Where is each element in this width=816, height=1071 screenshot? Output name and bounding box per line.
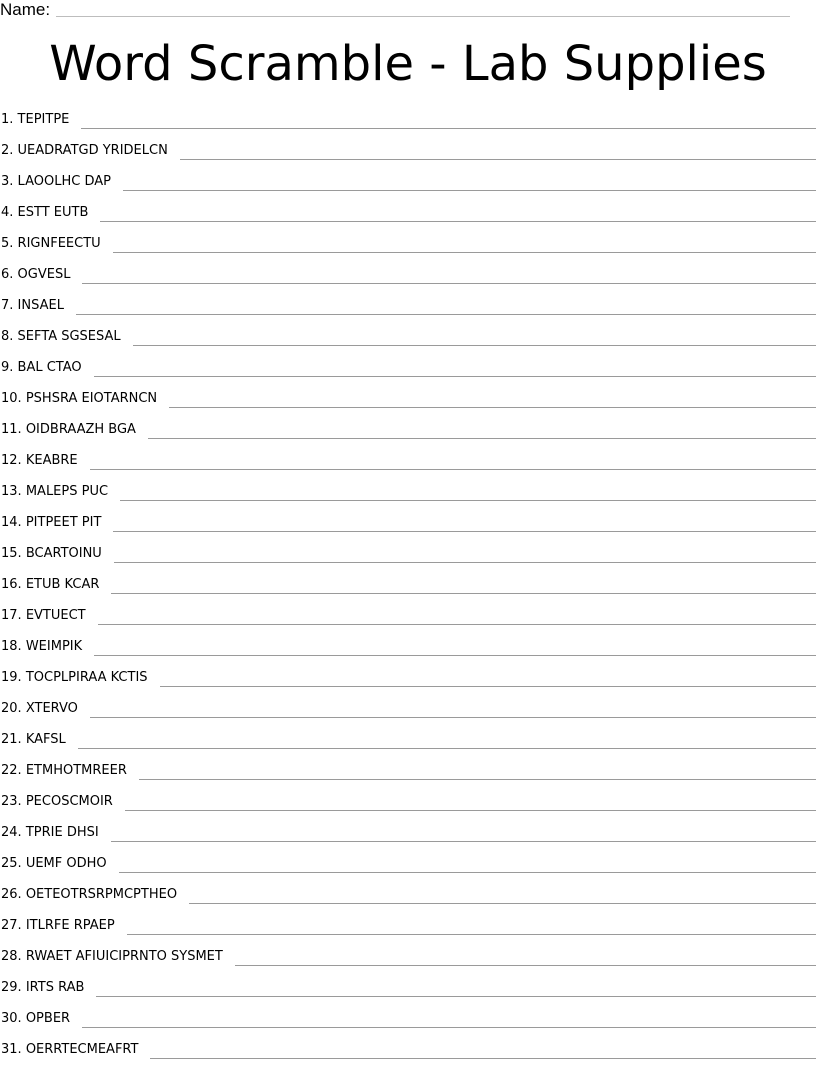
scramble-prompt (0, 265, 82, 285)
answer-line[interactable] (189, 903, 816, 904)
scramble-prompt (0, 792, 125, 812)
item-number: 9. (1, 360, 14, 375)
scramble-prompt (0, 606, 98, 626)
scrambled-word: SEFTA SGSESAL (17, 329, 121, 344)
scramble-row (0, 637, 816, 668)
scramble-prompt (0, 482, 120, 502)
item-number: 6. (1, 267, 14, 282)
scramble-prompt (0, 823, 111, 843)
answer-line[interactable] (160, 686, 816, 687)
answer-line[interactable] (76, 314, 816, 315)
scramble-row (0, 699, 816, 730)
scramble-prompt (0, 854, 119, 874)
scramble-row (0, 265, 816, 296)
item-number: 30. (1, 1011, 22, 1026)
item-number: 5. (1, 236, 14, 251)
answer-line[interactable] (114, 562, 816, 563)
answer-line[interactable] (133, 345, 816, 346)
item-number: 19. (1, 670, 22, 685)
scrambled-word: ESTT EUTB (17, 205, 89, 220)
scramble-prompt (0, 978, 96, 998)
scramble-prompt (0, 141, 180, 161)
scramble-row (0, 606, 816, 637)
scrambled-word: BAL CTAO (17, 360, 82, 375)
scrambled-word: PECOSCMOIR (25, 794, 113, 809)
answer-line[interactable] (113, 252, 816, 253)
scrambled-word: TPRIE DHSI (25, 825, 99, 840)
scramble-row (0, 172, 816, 203)
scrambled-word: TOCPLPIRAA KCTIS (25, 670, 148, 685)
scramble-row (0, 730, 816, 761)
scrambled-word: RWAET AFIUICIPRNTO SYSMET (25, 949, 223, 964)
scramble-prompt (0, 513, 113, 533)
item-number: 10. (1, 391, 22, 406)
answer-line[interactable] (82, 1027, 816, 1028)
scrambled-word: OERRTECMEAFRT (25, 1042, 139, 1057)
scramble-prompt (0, 637, 94, 657)
item-number: 2. (1, 143, 14, 158)
scrambled-word: LAOOLHC DAP (17, 174, 111, 189)
scramble-prompt (0, 203, 100, 223)
item-number: 21. (1, 732, 22, 747)
scrambled-word: XTERVO (25, 701, 78, 716)
scrambled-word: PITPEET PIT (25, 515, 102, 530)
scramble-prompt (0, 916, 127, 936)
item-number: 13. (1, 484, 22, 499)
answer-line[interactable] (98, 624, 816, 625)
item-number: 22. (1, 763, 22, 778)
scrambled-word: OETEOTRSRPMCPTHEO (25, 887, 178, 902)
scramble-row (0, 203, 816, 234)
name-row (0, 0, 790, 22)
scramble-prompt (0, 947, 235, 967)
scrambled-word: OGVESL (17, 267, 71, 282)
scramble-row (0, 327, 816, 358)
scrambled-word: UEMF ODHO (25, 856, 107, 871)
answer-line[interactable] (100, 221, 816, 222)
item-number: 25. (1, 856, 22, 871)
scramble-prompt (0, 885, 189, 905)
scramble-prompt (0, 761, 139, 781)
scramble-prompt (0, 234, 113, 254)
name-answer-line[interactable] (56, 16, 790, 17)
item-number: 26. (1, 887, 22, 902)
answer-line[interactable] (123, 190, 816, 191)
scramble-prompt (0, 420, 148, 440)
answer-line[interactable] (127, 934, 816, 935)
item-number: 17. (1, 608, 22, 623)
scrambled-word: WEIMPIK (25, 639, 83, 654)
answer-line[interactable] (119, 872, 816, 873)
scramble-prompt (0, 730, 78, 750)
scramble-row (0, 451, 816, 482)
answer-line[interactable] (169, 407, 816, 408)
item-number: 15. (1, 546, 22, 561)
item-number: 18. (1, 639, 22, 654)
item-number: 11. (1, 422, 22, 437)
answer-line[interactable] (139, 779, 816, 780)
scrambled-word: ITLRFE RPAEP (25, 918, 115, 933)
scramble-row (0, 916, 816, 947)
scrambled-word: IRTS RAB (25, 980, 85, 995)
scramble-row (0, 482, 816, 513)
scramble-prompt (0, 172, 123, 192)
scramble-prompt (0, 296, 76, 316)
scramble-prompt (0, 389, 169, 409)
item-number: 20. (1, 701, 22, 716)
scramble-row (0, 668, 816, 699)
scrambled-word: OPBER (25, 1011, 71, 1026)
answer-line[interactable] (90, 717, 816, 718)
answer-line[interactable] (82, 283, 816, 284)
scramble-prompt (0, 451, 90, 471)
answer-line[interactable] (78, 748, 816, 749)
scramble-row (0, 513, 816, 544)
scrambled-word: MALEPS PUC (25, 484, 109, 499)
scramble-row (0, 420, 816, 451)
answer-line[interactable] (94, 655, 816, 656)
answer-line[interactable] (111, 841, 816, 842)
scramble-prompt (0, 358, 94, 378)
scrambled-word: ETMHOTMREER (25, 763, 127, 778)
scramble-row (0, 234, 816, 265)
item-number: 3. (1, 174, 14, 189)
answer-line[interactable] (111, 593, 816, 594)
scramble-row (0, 544, 816, 575)
item-number: 4. (1, 205, 14, 220)
scramble-row (0, 885, 816, 916)
scramble-row (0, 947, 816, 978)
scramble-row (0, 575, 816, 606)
scramble-prompt (0, 327, 133, 347)
worksheet-title: Word Scramble - Lab Supplies (49, 36, 767, 92)
scrambled-word: INSAEL (17, 298, 64, 313)
answer-line[interactable] (180, 159, 816, 160)
scramble-row (0, 1009, 816, 1040)
item-number: 7. (1, 298, 14, 313)
item-number: 1. (1, 112, 14, 127)
answer-line[interactable] (113, 531, 816, 532)
item-number: 16. (1, 577, 22, 592)
scramble-row (0, 823, 816, 854)
scrambled-word: OIDBRAAZH BGA (25, 422, 136, 437)
scramble-row (0, 854, 816, 885)
scrambled-word: KEABRE (25, 453, 78, 468)
answer-line[interactable] (148, 438, 816, 439)
scramble-prompt (0, 1040, 150, 1060)
scrambled-word: EVTUECT (25, 608, 86, 623)
item-number: 12. (1, 453, 22, 468)
answer-line[interactable] (150, 1058, 816, 1059)
answer-line[interactable] (81, 128, 816, 129)
scramble-prompt (0, 544, 114, 564)
scrambled-word: PSHSRA EIOTARNCN (25, 391, 158, 406)
scramble-prompt (0, 668, 160, 688)
item-number: 29. (1, 980, 22, 995)
scramble-list (0, 110, 816, 1071)
item-number: 8. (1, 329, 14, 344)
scramble-row (0, 110, 816, 141)
scrambled-word: UEADRATGD YRIDELCN (17, 143, 168, 158)
answer-line[interactable] (235, 965, 816, 966)
answer-line[interactable] (96, 996, 816, 997)
item-number: 31. (1, 1042, 22, 1057)
scramble-row (0, 792, 816, 823)
scrambled-word: BCARTOINU (25, 546, 102, 561)
item-number: 24. (1, 825, 22, 840)
scramble-row (0, 358, 816, 389)
item-number: 28. (1, 949, 22, 964)
scramble-row (0, 978, 816, 1009)
scramble-row (0, 296, 816, 327)
scramble-prompt (0, 1009, 82, 1029)
scrambled-word: KAFSL (25, 732, 66, 747)
scrambled-word: ETUB KCAR (25, 577, 100, 592)
item-number: 27. (1, 918, 22, 933)
name-label: Name: (0, 0, 51, 19)
scramble-row (0, 389, 816, 420)
scramble-prompt (0, 110, 81, 130)
item-number: 23. (1, 794, 22, 809)
answer-line[interactable] (90, 469, 816, 470)
scrambled-word: RIGNFEECTU (17, 236, 101, 251)
scramble-prompt (0, 699, 90, 719)
answer-line[interactable] (120, 500, 816, 501)
scramble-prompt (0, 575, 111, 595)
scrambled-word: TEPITPE (17, 112, 70, 127)
scramble-row (0, 761, 816, 792)
answer-line[interactable] (125, 810, 816, 811)
answer-line[interactable] (94, 376, 816, 377)
item-number: 14. (1, 515, 22, 530)
scramble-row (0, 141, 816, 172)
